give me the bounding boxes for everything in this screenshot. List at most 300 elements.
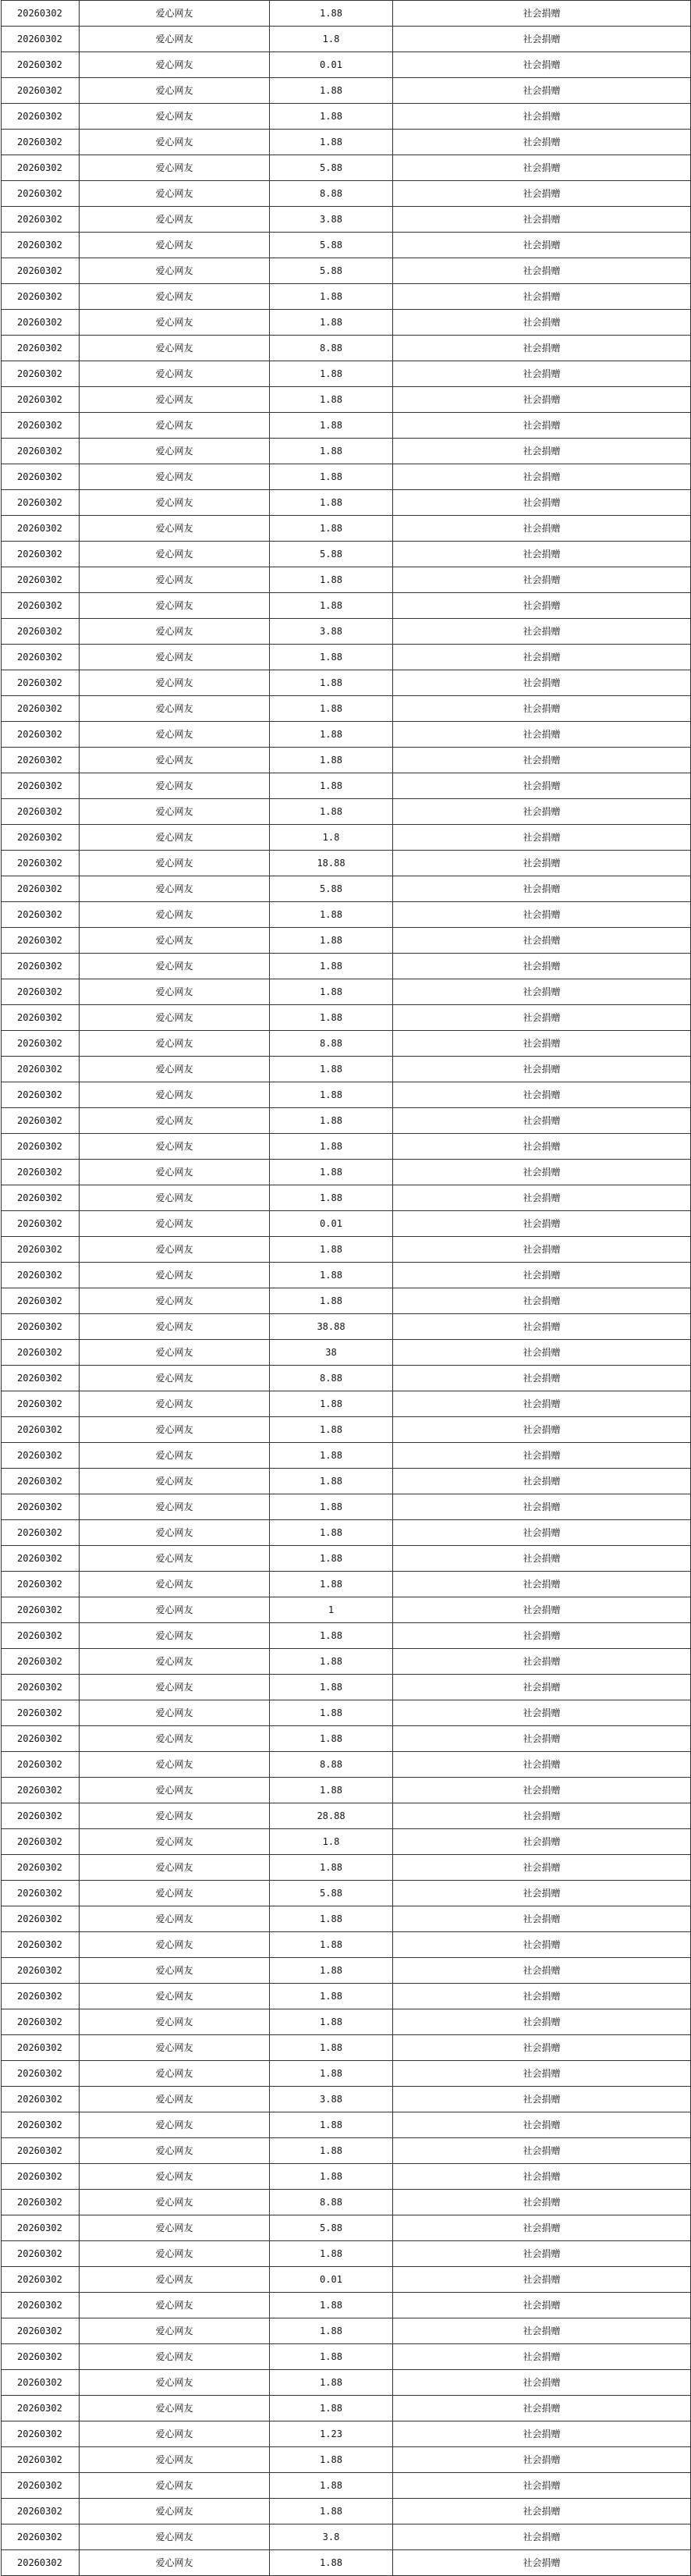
donor-cell: 爱心网友: [80, 1443, 270, 1469]
date-cell: 20260302: [2, 2035, 80, 2061]
date-cell: 20260302: [2, 1494, 80, 1520]
donation-type-cell: 社会捐赠: [393, 876, 691, 902]
amount-cell: 18.88: [270, 851, 393, 876]
date-cell: 20260302: [2, 2421, 80, 2447]
table-row: [2, 1597, 691, 1623]
donation-type-cell: 社会捐赠: [393, 1005, 691, 1031]
amount-cell: 1.88: [270, 1932, 393, 1958]
table-row: [2, 310, 691, 336]
donation-type-cell: 社会捐赠: [393, 1726, 691, 1752]
table-row: [2, 670, 691, 696]
date-cell: 20260302: [2, 207, 80, 233]
donation-type-cell: 社会捐赠: [393, 1185, 691, 1211]
table-row: [2, 928, 691, 954]
date-cell: 20260302: [2, 2009, 80, 2035]
amount-cell: 5.88: [270, 258, 393, 284]
date-cell: 20260302: [2, 1340, 80, 1366]
donation-type-cell: 社会捐赠: [393, 258, 691, 284]
donor-cell: 爱心网友: [80, 722, 270, 748]
table-row: [2, 1932, 691, 1958]
donor-cell: 爱心网友: [80, 284, 270, 310]
date-cell: 20260302: [2, 1726, 80, 1752]
amount-cell: 1.88: [270, 1855, 393, 1881]
table-row: [2, 825, 691, 851]
date-cell: 20260302: [2, 1391, 80, 1417]
date-cell: 20260302: [2, 387, 80, 413]
date-cell: 20260302: [2, 1, 80, 27]
donor-cell: 爱心网友: [80, 670, 270, 696]
amount-cell: 1.88: [270, 1134, 393, 1160]
table-row: [2, 2550, 691, 2576]
amount-cell: 1.88: [270, 78, 393, 104]
donor-cell: 爱心网友: [80, 233, 270, 258]
donation-type-cell: 社会捐赠: [393, 2241, 691, 2267]
amount-cell: 1.88: [270, 670, 393, 696]
donor-cell: 爱心网友: [80, 2318, 270, 2344]
date-cell: 20260302: [2, 1134, 80, 1160]
amount-cell: 5.88: [270, 233, 393, 258]
amount-cell: 1.88: [270, 1005, 393, 1031]
amount-cell: 1.88: [270, 1237, 393, 1263]
table-row: [2, 1803, 691, 1829]
donation-type-cell: 社会捐赠: [393, 2035, 691, 2061]
donor-cell: 爱心网友: [80, 130, 270, 155]
donor-cell: 爱心网友: [80, 773, 270, 799]
amount-cell: 28.88: [270, 1803, 393, 1829]
donor-cell: 爱心网友: [80, 2009, 270, 2035]
donation-type-cell: 社会捐赠: [393, 1958, 691, 1984]
donor-cell: 爱心网友: [80, 413, 270, 439]
amount-cell: 5.88: [270, 2215, 393, 2241]
table-row: [2, 1, 691, 27]
donation-type-cell: 社会捐赠: [393, 1134, 691, 1160]
amount-cell: 1.88: [270, 2344, 393, 2370]
amount-cell: 1.88: [270, 1057, 393, 1082]
donation-type-cell: 社会捐赠: [393, 2293, 691, 2318]
table-row: [2, 439, 691, 464]
date-cell: 20260302: [2, 2550, 80, 2576]
table-row: [2, 361, 691, 387]
date-cell: 20260302: [2, 439, 80, 464]
table-row: [2, 2396, 691, 2421]
donation-type-cell: 社会捐赠: [393, 2061, 691, 2087]
amount-cell: 8.88: [270, 1752, 393, 1778]
table-row: [2, 748, 691, 773]
table-row: [2, 181, 691, 207]
date-cell: 20260302: [2, 1829, 80, 1855]
table-row: [2, 1675, 691, 1700]
donor-cell: 爱心网友: [80, 1134, 270, 1160]
donor-cell: 爱心网友: [80, 2344, 270, 2370]
donation-type-cell: 社会捐赠: [393, 1906, 691, 1932]
date-cell: 20260302: [2, 1958, 80, 1984]
table-row: [2, 1005, 691, 1031]
date-cell: 20260302: [2, 1057, 80, 1082]
date-cell: 20260302: [2, 1417, 80, 1443]
donation-type-cell: 社会捐赠: [393, 1752, 691, 1778]
donation-type-cell: 社会捐赠: [393, 1984, 691, 2009]
date-cell: 20260302: [2, 2061, 80, 2087]
amount-cell: 1.88: [270, 1108, 393, 1134]
donation-type-cell: 社会捐赠: [393, 464, 691, 490]
date-cell: 20260302: [2, 490, 80, 516]
date-cell: 20260302: [2, 2344, 80, 2370]
donor-cell: 爱心网友: [80, 902, 270, 928]
donor-cell: 爱心网友: [80, 2524, 270, 2550]
date-cell: 20260302: [2, 1623, 80, 1649]
table-row: [2, 413, 691, 439]
table-row: [2, 1546, 691, 1572]
donation-type-cell: 社会捐赠: [393, 439, 691, 464]
donor-cell: 爱心网友: [80, 619, 270, 645]
donor-cell: 爱心网友: [80, 104, 270, 130]
donation-type-cell: 社会捐赠: [393, 1391, 691, 1417]
table-row: [2, 2344, 691, 2370]
date-cell: 20260302: [2, 130, 80, 155]
amount-cell: 1: [270, 1597, 393, 1623]
table-row: [2, 1340, 691, 1366]
table-row: [2, 155, 691, 181]
amount-cell: 0.01: [270, 1211, 393, 1237]
donor-cell: 爱心网友: [80, 1803, 270, 1829]
date-cell: 20260302: [2, 645, 80, 670]
table-row: [2, 2138, 691, 2164]
donor-cell: 爱心网友: [80, 542, 270, 567]
donation-type-cell: 社会捐赠: [393, 2499, 691, 2524]
date-cell: 20260302: [2, 851, 80, 876]
amount-cell: 8.88: [270, 181, 393, 207]
donor-cell: 爱心网友: [80, 27, 270, 52]
amount-cell: 5.88: [270, 876, 393, 902]
donation-type-cell: 社会捐赠: [393, 722, 691, 748]
table-row: [2, 2370, 691, 2396]
date-cell: 20260302: [2, 2190, 80, 2215]
donation-type-cell: 社会捐赠: [393, 2112, 691, 2138]
table-row: [2, 336, 691, 361]
date-cell: 20260302: [2, 1855, 80, 1881]
donation-type-cell: 社会捐赠: [393, 2473, 691, 2499]
amount-cell: 1.88: [270, 464, 393, 490]
donor-cell: 爱心网友: [80, 464, 270, 490]
table-row: [2, 1237, 691, 1263]
donor-cell: 爱心网友: [80, 1237, 270, 1263]
donor-cell: 爱心网友: [80, 439, 270, 464]
donor-cell: 爱心网友: [80, 155, 270, 181]
donation-type-cell: 社会捐赠: [393, 1082, 691, 1108]
date-cell: 20260302: [2, 1314, 80, 1340]
date-cell: 20260302: [2, 1005, 80, 1031]
table-row: [2, 78, 691, 104]
amount-cell: 3.88: [270, 2087, 393, 2112]
amount-cell: 1.88: [270, 1984, 393, 2009]
table-row: [2, 2473, 691, 2499]
donor-cell: 爱心网友: [80, 2241, 270, 2267]
date-cell: 20260302: [2, 1263, 80, 1288]
date-cell: 20260302: [2, 2138, 80, 2164]
table-row: [2, 1572, 691, 1597]
amount-cell: 5.88: [270, 542, 393, 567]
table-row: [2, 2293, 691, 2318]
table-row: [2, 1494, 691, 1520]
table-row: [2, 490, 691, 516]
amount-cell: 1.88: [270, 2473, 393, 2499]
amount-cell: 1.88: [270, 928, 393, 954]
donation-type-cell: 社会捐赠: [393, 1443, 691, 1469]
table-row: [2, 1778, 691, 1803]
donation-type-cell: 社会捐赠: [393, 233, 691, 258]
amount-cell: 1.88: [270, 2112, 393, 2138]
date-cell: 20260302: [2, 464, 80, 490]
donor-cell: 爱心网友: [80, 2190, 270, 2215]
amount-cell: 1.88: [270, 2061, 393, 2087]
amount-cell: 1.88: [270, 1958, 393, 1984]
donation-type-cell: 社会捐赠: [393, 1675, 691, 1700]
donor-cell: 爱心网友: [80, 1906, 270, 1932]
date-cell: 20260302: [2, 1572, 80, 1597]
donation-type-cell: 社会捐赠: [393, 1340, 691, 1366]
donation-type-cell: 社会捐赠: [393, 1572, 691, 1597]
donation-type-cell: 社会捐赠: [393, 1288, 691, 1314]
donor-cell: 爱心网友: [80, 2087, 270, 2112]
donor-cell: 爱心网友: [80, 1572, 270, 1597]
donation-table-body: [2, 1, 691, 2576]
table-row: [2, 1752, 691, 1778]
date-cell: 20260302: [2, 567, 80, 593]
donor-cell: 爱心网友: [80, 593, 270, 619]
donor-cell: 爱心网友: [80, 2473, 270, 2499]
date-cell: 20260302: [2, 2241, 80, 2267]
donation-type-cell: 社会捐赠: [393, 1237, 691, 1263]
table-row: [2, 1391, 691, 1417]
date-cell: 20260302: [2, 181, 80, 207]
donation-type-cell: 社会捐赠: [393, 104, 691, 130]
table-row: [2, 1520, 691, 1546]
donation-type-cell: 社会捐赠: [393, 2138, 691, 2164]
donation-type-cell: 社会捐赠: [393, 2087, 691, 2112]
donation-type-cell: 社会捐赠: [393, 1366, 691, 1391]
donation-type-cell: 社会捐赠: [393, 181, 691, 207]
date-cell: 20260302: [2, 619, 80, 645]
table-row: [2, 2267, 691, 2293]
donation-type-cell: 社会捐赠: [393, 2550, 691, 2576]
date-cell: 20260302: [2, 1906, 80, 1932]
amount-cell: 1.88: [270, 2396, 393, 2421]
table-row: [2, 2241, 691, 2267]
amount-cell: 1.88: [270, 1443, 393, 1469]
donation-type-cell: 社会捐赠: [393, 207, 691, 233]
amount-cell: 3.8: [270, 2524, 393, 2550]
donation-type-cell: 社会捐赠: [393, 1546, 691, 1572]
amount-cell: 1.88: [270, 1263, 393, 1288]
table-row: [2, 2524, 691, 2550]
table-row: [2, 799, 691, 825]
donation-type-cell: 社会捐赠: [393, 490, 691, 516]
donation-type-cell: 社会捐赠: [393, 2370, 691, 2396]
amount-cell: 1.88: [270, 2550, 393, 2576]
donor-cell: 爱心网友: [80, 1520, 270, 1546]
table-row: [2, 2035, 691, 2061]
donor-cell: 爱心网友: [80, 567, 270, 593]
donation-type-cell: 社会捐赠: [393, 645, 691, 670]
date-cell: 20260302: [2, 542, 80, 567]
amount-cell: 1.88: [270, 1494, 393, 1520]
date-cell: 20260302: [2, 1546, 80, 1572]
amount-cell: 1.88: [270, 954, 393, 979]
donation-type-cell: 社会捐赠: [393, 52, 691, 78]
date-cell: 20260302: [2, 27, 80, 52]
donation-type-cell: 社会捐赠: [393, 2396, 691, 2421]
donation-type-cell: 社会捐赠: [393, 825, 691, 851]
table-row: [2, 1829, 691, 1855]
amount-cell: 1.88: [270, 2138, 393, 2164]
amount-cell: 1.88: [270, 1546, 393, 1572]
donor-cell: 爱心网友: [80, 696, 270, 722]
date-cell: 20260302: [2, 1778, 80, 1803]
donor-cell: 爱心网友: [80, 748, 270, 773]
table-row: [2, 2164, 691, 2190]
amount-cell: 1.88: [270, 1185, 393, 1211]
donation-type-cell: 社会捐赠: [393, 928, 691, 954]
donation-type-cell: 社会捐赠: [393, 2524, 691, 2550]
amount-cell: 0.01: [270, 2267, 393, 2293]
date-cell: 20260302: [2, 773, 80, 799]
table-row: [2, 258, 691, 284]
date-cell: 20260302: [2, 1288, 80, 1314]
donation-type-cell: 社会捐赠: [393, 1855, 691, 1881]
table-row: [2, 130, 691, 155]
donor-cell: 爱心网友: [80, 1623, 270, 1649]
date-cell: 20260302: [2, 876, 80, 902]
donor-cell: 爱心网友: [80, 1881, 270, 1906]
date-cell: 20260302: [2, 722, 80, 748]
donation-type-cell: 社会捐赠: [393, 773, 691, 799]
donation-type-cell: 社会捐赠: [393, 310, 691, 336]
date-cell: 20260302: [2, 1700, 80, 1726]
donor-cell: 爱心网友: [80, 928, 270, 954]
donation-type-cell: 社会捐赠: [393, 1314, 691, 1340]
amount-cell: 1.88: [270, 387, 393, 413]
donation-type-cell: 社会捐赠: [393, 1597, 691, 1623]
amount-cell: 1.88: [270, 593, 393, 619]
donor-cell: 爱心网友: [80, 2421, 270, 2447]
donor-cell: 爱心网友: [80, 1, 270, 27]
donor-cell: 爱心网友: [80, 2499, 270, 2524]
donation-type-cell: 社会捐赠: [393, 2318, 691, 2344]
table-row: [2, 1057, 691, 1082]
donor-cell: 爱心网友: [80, 1005, 270, 1031]
amount-cell: 1.88: [270, 1906, 393, 1932]
amount-cell: 5.88: [270, 1881, 393, 1906]
date-cell: 20260302: [2, 2499, 80, 2524]
amount-cell: 1.8: [270, 1829, 393, 1855]
donation-type-cell: 社会捐赠: [393, 361, 691, 387]
donor-cell: 爱心网友: [80, 1031, 270, 1057]
donation-type-cell: 社会捐赠: [393, 1469, 691, 1494]
donation-type-cell: 社会捐赠: [393, 619, 691, 645]
date-cell: 20260302: [2, 104, 80, 130]
donor-cell: 爱心网友: [80, 1829, 270, 1855]
amount-cell: 1.88: [270, 567, 393, 593]
donation-type-cell: 社会捐赠: [393, 2421, 691, 2447]
donor-cell: 爱心网友: [80, 1649, 270, 1675]
donor-cell: 爱心网友: [80, 1391, 270, 1417]
donor-cell: 爱心网友: [80, 516, 270, 542]
date-cell: 20260302: [2, 696, 80, 722]
donor-cell: 爱心网友: [80, 2138, 270, 2164]
table-row: [2, 2215, 691, 2241]
donor-cell: 爱心网友: [80, 490, 270, 516]
donation-type-cell: 社会捐赠: [393, 979, 691, 1005]
amount-cell: 1.88: [270, 2499, 393, 2524]
table-row: [2, 1082, 691, 1108]
donor-cell: 爱心网友: [80, 799, 270, 825]
donation-type-cell: 社会捐赠: [393, 1520, 691, 1546]
amount-cell: 1.88: [270, 2164, 393, 2190]
table-row: [2, 1881, 691, 1906]
donation-type-cell: 社会捐赠: [393, 78, 691, 104]
amount-cell: 1.8: [270, 825, 393, 851]
donor-cell: 爱心网友: [80, 1417, 270, 1443]
donor-cell: 爱心网友: [80, 258, 270, 284]
donor-cell: 爱心网友: [80, 310, 270, 336]
amount-cell: 1.88: [270, 2241, 393, 2267]
table-row: [2, 1366, 691, 1391]
date-cell: 20260302: [2, 310, 80, 336]
donation-type-cell: 社会捐赠: [393, 1108, 691, 1134]
amount-cell: 3.88: [270, 207, 393, 233]
date-cell: 20260302: [2, 1366, 80, 1391]
amount-cell: 1.23: [270, 2421, 393, 2447]
donor-cell: 爱心网友: [80, 1185, 270, 1211]
date-cell: 20260302: [2, 1443, 80, 1469]
table-row: [2, 2447, 691, 2473]
donor-cell: 爱心网友: [80, 1675, 270, 1700]
donation-type-cell: 社会捐赠: [393, 130, 691, 155]
date-cell: 20260302: [2, 1031, 80, 1057]
table-row: [2, 876, 691, 902]
donation-type-cell: 社会捐赠: [393, 1829, 691, 1855]
donation-type-cell: 社会捐赠: [393, 155, 691, 181]
table-row: [2, 2087, 691, 2112]
donation-type-cell: 社会捐赠: [393, 799, 691, 825]
amount-cell: 1.88: [270, 1520, 393, 1546]
donation-type-cell: 社会捐赠: [393, 2009, 691, 2035]
donation-type-cell: 社会捐赠: [393, 2447, 691, 2473]
date-cell: 20260302: [2, 2447, 80, 2473]
amount-cell: 38.88: [270, 1314, 393, 1340]
table-row: [2, 1263, 691, 1288]
date-cell: 20260302: [2, 2524, 80, 2550]
donor-cell: 爱心网友: [80, 1108, 270, 1134]
amount-cell: 8.88: [270, 2190, 393, 2215]
amount-cell: 1.88: [270, 284, 393, 310]
amount-cell: 5.88: [270, 155, 393, 181]
donor-cell: 爱心网友: [80, 336, 270, 361]
donor-cell: 爱心网友: [80, 2396, 270, 2421]
table-row: [2, 284, 691, 310]
table-row: [2, 1211, 691, 1237]
donation-type-cell: 社会捐赠: [393, 2267, 691, 2293]
donor-cell: 爱心网友: [80, 1469, 270, 1494]
amount-cell: 1.88: [270, 130, 393, 155]
date-cell: 20260302: [2, 2370, 80, 2396]
donation-type-cell: 社会捐赠: [393, 1211, 691, 1237]
donor-cell: 爱心网友: [80, 1211, 270, 1237]
amount-cell: 1.88: [270, 748, 393, 773]
date-cell: 20260302: [2, 1675, 80, 1700]
donor-cell: 爱心网友: [80, 2293, 270, 2318]
amount-cell: 8.88: [270, 336, 393, 361]
